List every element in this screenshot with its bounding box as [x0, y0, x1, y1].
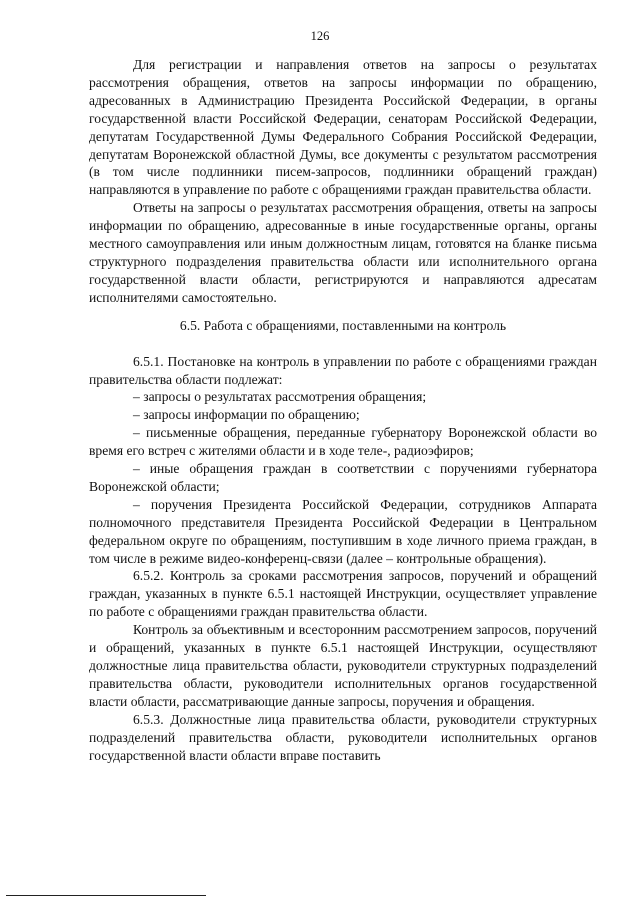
- paragraph-6-5-1: 6.5.1. Постановке на контроль в управлении по работе с обращениями граждан правительства области подлежат:: [89, 353, 597, 387]
- paragraph-answers: Ответы на запросы о результатах рассмотрения обращения, ответы на запросы информации по обращению, адресованные в иные государственные органы, органы местного самоуправления или иным должностным лицам, готовятся на бланке письма структурного подразделения правительства области или исполнительного органа государственной власти области, регистрируются и направляются адресатам исполнителями самостоятельно.: [89, 200, 597, 305]
- footer-rule: [6, 895, 206, 896]
- page-number: 126: [310, 29, 330, 43]
- paragraph-control: Контроль за объективным и всесторонним рассмотрением запросов, поручений и обращений, указанных в пункте 6.5.1 настоящей Инструкции, осуществляют должностные лица правительства области, руководители структурных подразделений правительства области, руководители исполнительных органов государственной власти области, рассматривающие данные запросы, поручения и обращения.: [89, 622, 597, 709]
- paragraph-registration: Для регистрации и направления ответов на запросы о результатах рассмотрения обращения, ответов на запросы информации по обращению, адресованных в Администрацию Президента Российской Федерации, в органы государственной власти Российской Федерации, сенаторам Российской Федерации, депутатам Государственной Думы Федерального Собрания Российской Федерации, депутатам Воронежской областной Думы, все документы с результатом рассмотрения (в том числе подлинники писем-запросов, подлинники обращений граждан) направляются в управление по работе с обращениями граждан правительства области.: [89, 57, 597, 198]
- document-body: [89, 56, 597, 764]
- list-item: – запросы информации по обращению;: [133, 407, 360, 423]
- section-heading: 6.5. Работа с обращениями, поставленными на контроль: [179, 317, 507, 333]
- list-item: – запросы о результатах рассмотрения обращения;: [133, 389, 427, 405]
- list-item: – письменные обращения, переданные губернатору Воронежской области во время его встреч с жителями области и в ходе теле-, радиоэфиров;: [89, 425, 597, 459]
- list-item: – иные обращения граждан в соответствии с поручениями губернатора Воронежской области;: [89, 461, 597, 494]
- list-item: – поручения Президента Российской Федерации, сотрудников Аппарата полномочного представителя Президента Российской Федерации в Центральном федеральном округе по обращениям, поступившим в ходе личного приема граждан, в том числе в режиме видео-конференц-связи (далее – контрольные обращения).: [89, 496, 597, 566]
- paragraph-6-5-3: 6.5.3. Должностные лица правительства области, руководители структурных подразделений правительства области, руководители исполнительных органов государственной власти области вправе поставить: [89, 711, 597, 763]
- paragraph-6-5-2: 6.5.2. Контроль за сроками рассмотрения запросов, поручений и обращений граждан, указанных в пункте 6.5.1 настоящей Инструкции, осуществляет управление по работе с обращениями граждан правительства области.: [89, 568, 597, 620]
